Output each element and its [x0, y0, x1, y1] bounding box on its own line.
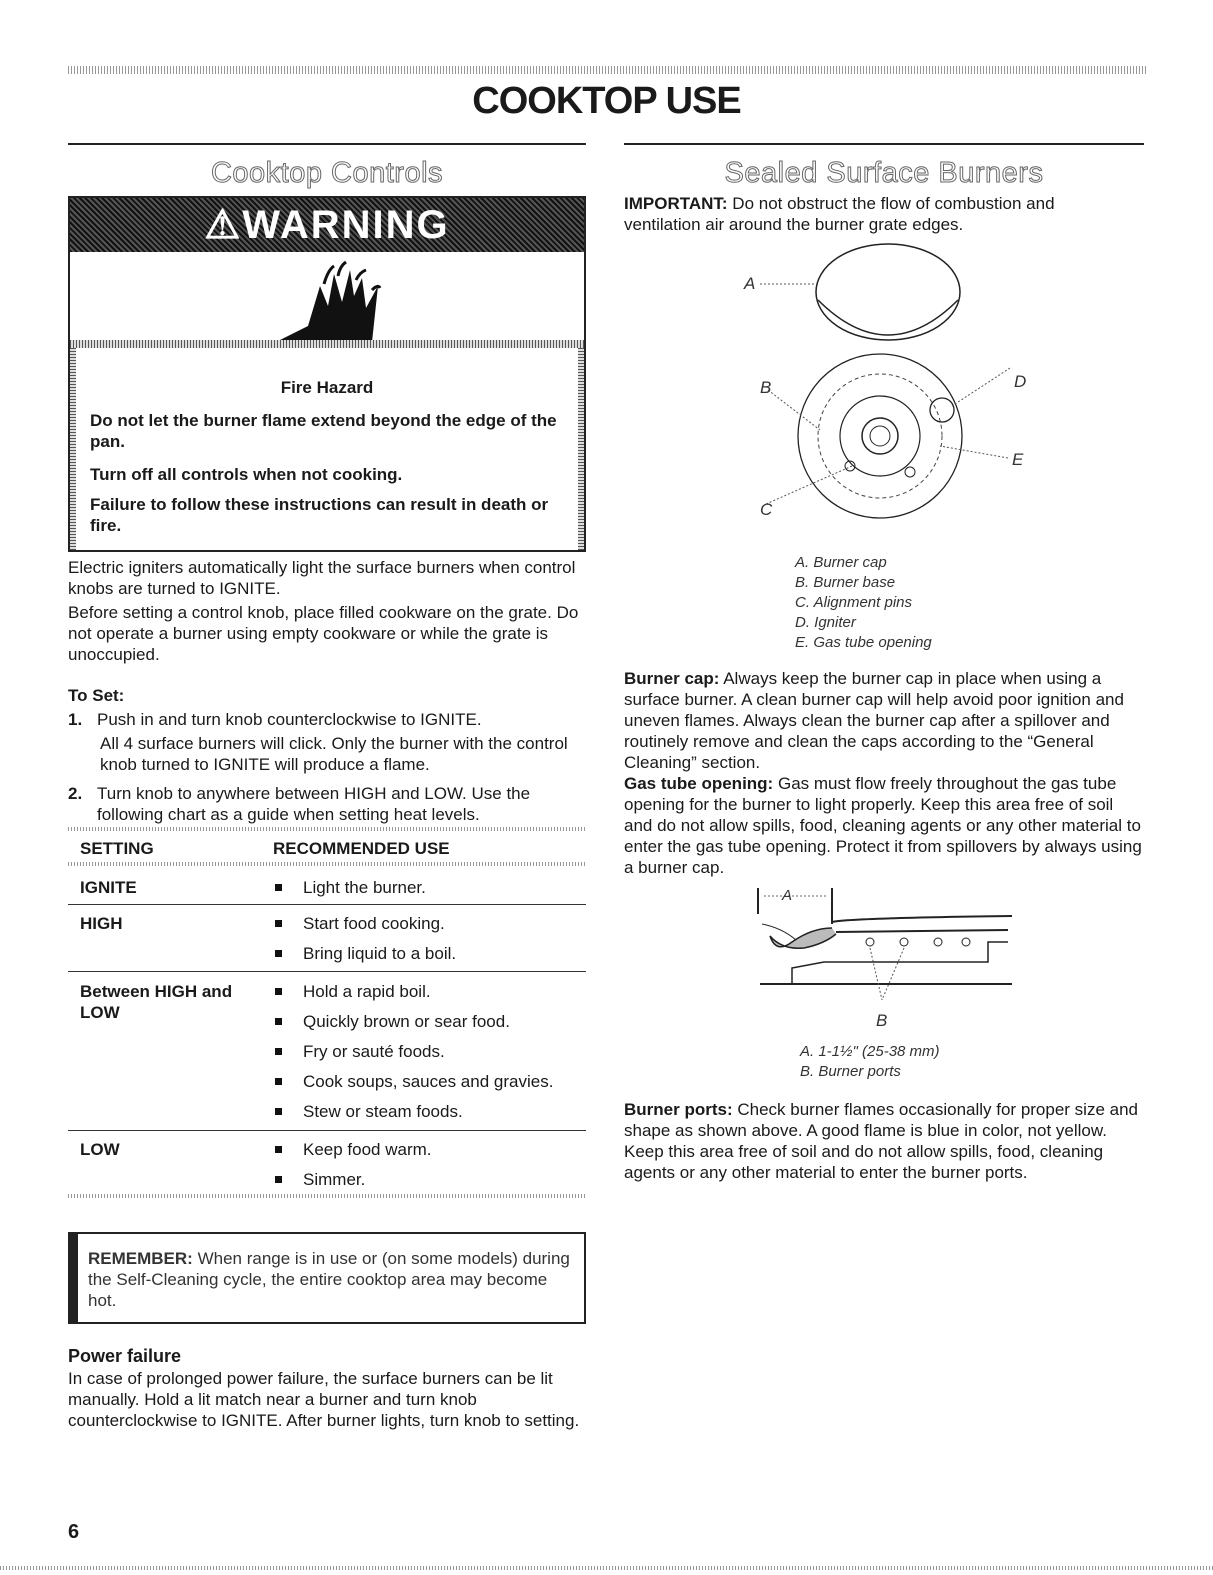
left-title-rule — [68, 143, 586, 145]
bullet-icon — [275, 950, 282, 957]
row-high-use-2: Bring liquid to a boil. — [303, 944, 457, 963]
important-body: Do not obstruct the flow of combustion and ventilation air around the burner grate edges. — [624, 194, 1055, 234]
bullet-icon — [275, 1108, 282, 1115]
caption-burner-ports: B. Burner ports — [800, 1063, 901, 1080]
to-set-heading: To Set: — [68, 686, 125, 705]
row-between-use-4: Cook soups, sauces and gravies. — [303, 1072, 554, 1091]
diagram-label-e: E — [1012, 450, 1024, 469]
power-failure-text: In case of prolonged power failure, the surface burners can be lit manually. Hold a lit match near a burner and turn knob counterclockwise to IGNITE. After burner lights, turn knob to setting. — [68, 1369, 580, 1430]
important-text — [624, 193, 1094, 235]
warning-line-2: Turn off all controls when not cooking. — [90, 465, 403, 484]
bullet-icon — [275, 884, 282, 891]
warning-line-3: Failure to follow these instructions can result in death or fire. — [90, 495, 549, 535]
sealed-burners-heading: Sealed Surface Burners — [724, 157, 1044, 189]
burner-ports-label: Burner ports: — [624, 1100, 733, 1119]
bullet-icon — [275, 920, 282, 927]
table-header-use: RECOMMENDED USE — [273, 839, 450, 858]
ports-label-b: B — [876, 1011, 888, 1030]
bullet-icon — [275, 1018, 282, 1025]
remember-accent-bar — [70, 1234, 78, 1322]
caption-burner-base: B. Burner base — [795, 574, 896, 591]
ports-label-a: A — [782, 887, 793, 904]
fire-icon — [268, 256, 388, 346]
gas-tube-body: Gas must flow freely throughout the gas tube opening for the burner to light properly. Keep this area free of soil and do not allow spills, food, cleaning agents or any other material to enter the gas tube opening. Protect it from spillovers by always using a burner cap. — [624, 774, 1142, 877]
row-between-use-3: Fry or sauté foods. — [303, 1042, 445, 1061]
diagram-label-c: C — [760, 500, 773, 519]
intro-paragraph-2: Before setting a control knob, place filled cookware on the grate. Do not operate a burner using empty cookware or while the grate is unoccupied. — [68, 603, 579, 664]
row-between-use-1: Hold a rapid boil. — [303, 982, 431, 1001]
row-ignite-setting: IGNITE — [80, 878, 137, 897]
burner-cap-body: Always keep the burner cap in place when using a surface burner. A clean burner cap will help avoid poor ignition and uneven flames. Always clean the burner cap after a spillover and routinely remove and clean the caps according to the “General Cleaning” section. — [624, 669, 1124, 772]
bullet-icon — [275, 1146, 282, 1153]
row-between-use-5: Stew or steam foods. — [303, 1102, 463, 1121]
diagram-label-b: B — [760, 378, 772, 397]
table-row-divider — [68, 1130, 586, 1131]
burner-diagram — [740, 240, 1040, 540]
caption-burner-cap: A. Burner cap — [795, 554, 887, 571]
bullet-icon — [275, 1176, 282, 1183]
row-low-use-2: Simmer. — [303, 1170, 366, 1189]
diagram-label-d: D — [1014, 372, 1027, 391]
cooktop-controls-heading: Cooktop Controls — [210, 157, 444, 189]
row-low-use-1: Keep food warm. — [303, 1140, 432, 1159]
warning-line-1: Do not let the burner flame extend beyond the edge of the pan. — [90, 411, 557, 451]
page-title: COOKTOP USE — [472, 80, 741, 122]
step-2-text: Turn knob to anywhere between HIGH and LOW. Use the following chart as a guide when setting heat levels. — [97, 784, 531, 824]
page-number: 6 — [68, 1521, 80, 1543]
caption-flame-distance: A. 1-1½" (25-38 mm) — [800, 1043, 940, 1060]
step-2-number: 2. — [68, 784, 83, 803]
fire-hazard-heading: Fire Hazard — [280, 378, 374, 397]
remember-text — [88, 1248, 572, 1311]
right-title-rule — [624, 143, 1144, 145]
table-header-dither — [68, 862, 586, 866]
gas-tube-label: Gas tube opening: — [624, 774, 774, 793]
bullet-icon — [275, 988, 282, 995]
warning-divider — [70, 340, 584, 348]
table-row-divider — [68, 971, 586, 972]
gas-tube-paragraph — [624, 773, 1144, 878]
row-between-setting: Between HIGH and LOW — [80, 982, 233, 1022]
warning-title: ⚠WARNING — [204, 203, 450, 247]
burner-ports-diagram — [752, 884, 1022, 1014]
remember-box — [68, 1232, 586, 1324]
caption-gas-tube: E. Gas tube opening — [795, 634, 932, 651]
bullet-icon — [275, 1078, 282, 1085]
step-1-number: 1. — [68, 710, 83, 729]
diagram-label-a: A — [744, 274, 756, 293]
bullet-icon — [275, 1048, 282, 1055]
burner-ports-body: Check burner flames occasionally for proper size and shape as shown above. A good flame is blue in color, not yellow. Keep this area free of soil and do not allow spills, food, cleaning agents or any other material to enter the burner ports. — [624, 1100, 1138, 1182]
row-high-setting: HIGH — [80, 914, 123, 933]
row-high-use-1: Start food cooking. — [303, 914, 445, 933]
row-ignite-use-1: Light the burner. — [303, 878, 426, 897]
burner-cap-label: Burner cap: — [624, 669, 720, 688]
important-label: IMPORTANT: — [624, 194, 728, 213]
remember-body: When range is in use or (on some models) during the Self-Cleaning cycle, the entire cooktop area may become hot. — [88, 1249, 570, 1310]
step-1-subtext: All 4 surface burners will click. Only the burner with the control knob turned to IGNITE will produce a flame. — [100, 734, 568, 774]
remember-label: REMEMBER: — [88, 1249, 193, 1268]
intro-paragraph-1: Electric igniters automatically light the surface burners when control knobs are turned to IGNITE. — [68, 558, 576, 598]
row-low-setting: LOW — [80, 1140, 120, 1159]
caption-alignment-pins: C. Alignment pins — [795, 594, 912, 611]
row-between-use-2: Quickly brown or sear food. — [303, 1012, 510, 1031]
burner-cap-paragraph — [624, 668, 1144, 773]
step-1-text: Push in and turn knob counterclockwise to IGNITE. — [97, 710, 482, 729]
top-dither-rule — [68, 66, 1146, 74]
warning-box — [68, 196, 586, 552]
caption-igniter: D. Igniter — [795, 614, 856, 631]
table-header-setting: SETTING — [80, 839, 154, 858]
burner-ports-paragraph — [624, 1099, 1144, 1183]
table-row-divider — [68, 904, 586, 905]
bottom-dither-rule — [0, 1566, 1213, 1570]
table-bottom-dither — [68, 1194, 586, 1198]
power-failure-heading: Power failure — [68, 1346, 182, 1366]
table-top-dither — [68, 827, 586, 831]
